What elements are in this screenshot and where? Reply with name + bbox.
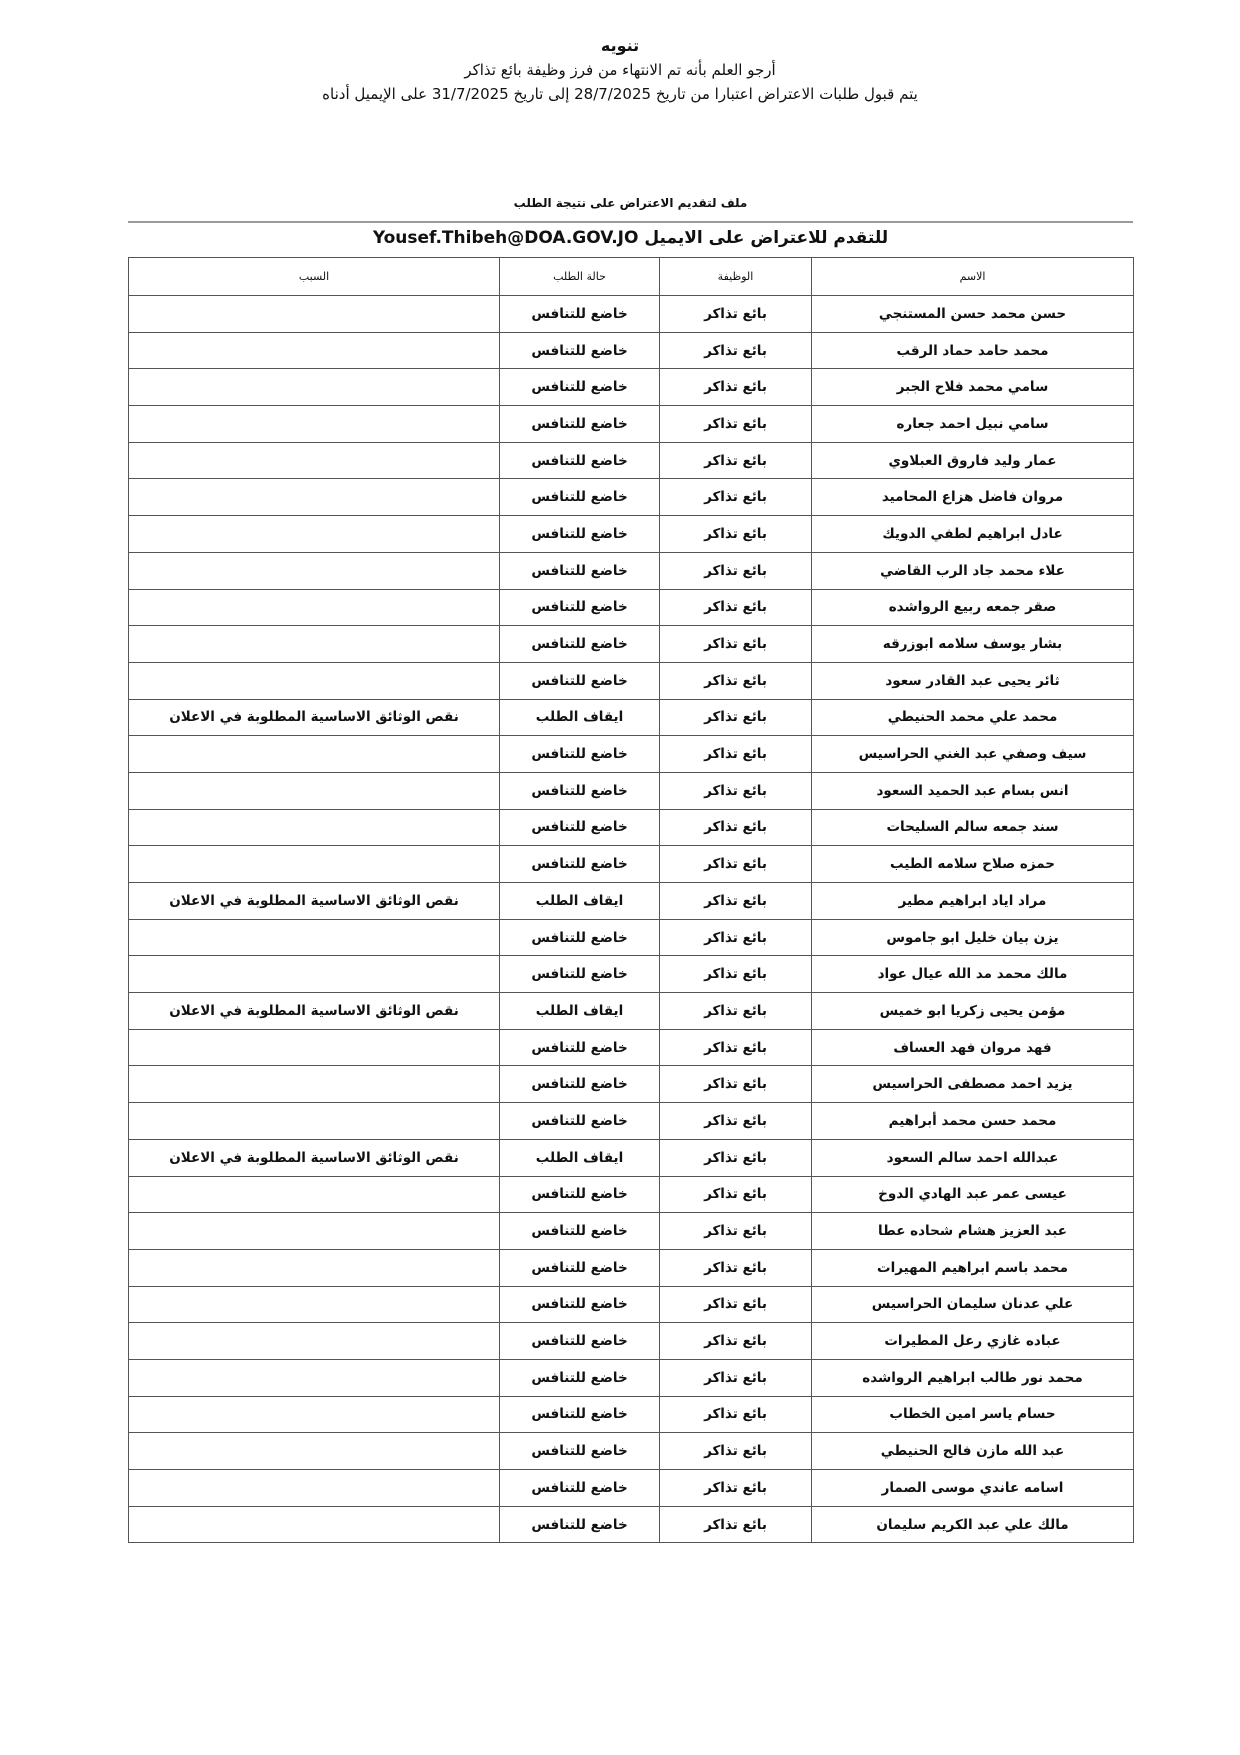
cell-job: بائع تذاكر <box>660 919 812 956</box>
table-header-row <box>129 258 1134 296</box>
cell-job: بائع تذاكر <box>660 552 812 589</box>
cell-reason <box>129 1249 500 1286</box>
cell-job: بائع تذاكر <box>660 1506 812 1543</box>
cell-reason: نقص الوثائق الاساسية المطلوبة في الاعلان <box>129 993 500 1030</box>
table-row <box>129 699 1134 736</box>
cell-reason: نقص الوثائق الاساسية المطلوبة في الاعلان <box>129 1139 500 1176</box>
cell-reason <box>129 772 500 809</box>
cell-reason <box>129 479 500 516</box>
cell-reason: نقص الوثائق الاساسية المطلوبة في الاعلان <box>129 699 500 736</box>
cell-status: خاضع للتنافس <box>500 1103 660 1140</box>
table-row <box>129 1286 1134 1323</box>
cell-status: خاضع للتنافس <box>500 1213 660 1250</box>
cell-name: انس بسام عبد الحميد السعود <box>812 772 1134 809</box>
cell-name: عبدالله احمد سالم السعود <box>812 1139 1134 1176</box>
header-status: حالة الطلب <box>500 258 660 296</box>
cell-status: خاضع للتنافس <box>500 406 660 443</box>
cell-reason <box>129 919 500 956</box>
table-row <box>129 846 1134 883</box>
table-row <box>129 662 1134 699</box>
cell-name: مروان فاضل هزاع المحاميد <box>812 479 1134 516</box>
cell-name: بشار يوسف سلامه ابوزرقه <box>812 626 1134 663</box>
cell-status: خاضع للتنافس <box>500 479 660 516</box>
notice-title: تنويه <box>600 36 640 55</box>
cell-status: خاضع للتنافس <box>500 662 660 699</box>
cell-reason <box>129 1066 500 1103</box>
cell-name: سامي محمد فلاح الجبر <box>812 369 1134 406</box>
cell-reason <box>129 516 500 553</box>
cell-name: علي عدنان سليمان الحراسيس <box>812 1286 1134 1323</box>
table-row <box>129 1433 1134 1470</box>
table-row <box>129 1396 1134 1433</box>
file-caption: ملف لتقديم الاعتراض على نتيجة الطلب <box>513 196 748 210</box>
cell-job: بائع تذاكر <box>660 1470 812 1507</box>
header-reason: السبب <box>129 258 500 296</box>
cell-status: خاضع للتنافس <box>500 772 660 809</box>
cell-job: بائع تذاكر <box>660 1323 812 1360</box>
cell-job: بائع تذاكر <box>660 1359 812 1396</box>
cell-status: خاضع للتنافس <box>500 1176 660 1213</box>
cell-reason <box>129 736 500 773</box>
cell-status: خاضع للتنافس <box>500 736 660 773</box>
cell-status: خاضع للتنافس <box>500 1396 660 1433</box>
cell-job: بائع تذاكر <box>660 479 812 516</box>
table-row <box>129 956 1134 993</box>
cell-status: خاضع للتنافس <box>500 589 660 626</box>
table-row <box>129 1139 1134 1176</box>
table-row <box>129 552 1134 589</box>
cell-job: بائع تذاكر <box>660 772 812 809</box>
header-name: الاسم <box>812 258 1134 296</box>
cell-reason <box>129 1359 500 1396</box>
cell-job: بائع تذاكر <box>660 1103 812 1140</box>
table-row <box>129 406 1134 443</box>
table-row <box>129 1470 1134 1507</box>
cell-reason <box>129 1433 500 1470</box>
cell-status: ايقاف الطلب <box>500 699 660 736</box>
table-row <box>129 589 1134 626</box>
cell-status: خاضع للتنافس <box>500 369 660 406</box>
cell-reason <box>129 1396 500 1433</box>
cell-reason <box>129 809 500 846</box>
table-row <box>129 1323 1134 1360</box>
cell-job: بائع تذاكر <box>660 699 812 736</box>
cell-status: خاضع للتنافس <box>500 332 660 369</box>
cell-status: خاضع للتنافس <box>500 1286 660 1323</box>
cell-status: خاضع للتنافس <box>500 1433 660 1470</box>
cell-name: عباده غازي رعل المطيرات <box>812 1323 1134 1360</box>
cell-name: مراد اياد ابراهيم مطير <box>812 883 1134 920</box>
table-row <box>129 1029 1134 1066</box>
cell-reason <box>129 1286 500 1323</box>
cell-job: بائع تذاكر <box>660 993 812 1030</box>
cell-name: محمد حسن محمد أبراهيم <box>812 1103 1134 1140</box>
cell-name: سيف وصفي عبد الغني الحراسيس <box>812 736 1134 773</box>
table-row <box>129 1506 1134 1543</box>
cell-job: بائع تذاكر <box>660 1176 812 1213</box>
cell-job: بائع تذاكر <box>660 589 812 626</box>
cell-reason <box>129 626 500 663</box>
cell-reason <box>129 369 500 406</box>
cell-reason <box>129 1176 500 1213</box>
table-row <box>129 1176 1134 1213</box>
cell-name: محمد نور طالب ابراهيم الرواشده <box>812 1359 1134 1396</box>
table-row <box>129 919 1134 956</box>
cell-status: خاضع للتنافس <box>500 956 660 993</box>
cell-status: خاضع للتنافس <box>500 442 660 479</box>
cell-reason <box>129 1323 500 1360</box>
cell-name: عادل ابراهيم لطفي الدويك <box>812 516 1134 553</box>
cell-reason <box>129 1213 500 1250</box>
cell-job: بائع تذاكر <box>660 1029 812 1066</box>
cell-name: يزيد احمد مصطفى الحراسيس <box>812 1066 1134 1103</box>
cell-job: بائع تذاكر <box>660 406 812 443</box>
cell-job: بائع تذاكر <box>660 1433 812 1470</box>
cell-status: خاضع للتنافس <box>500 1249 660 1286</box>
table-row <box>129 1213 1134 1250</box>
cell-name: سند جمعه سالم السليحات <box>812 809 1134 846</box>
cell-reason <box>129 296 500 333</box>
table-row <box>129 809 1134 846</box>
table-row <box>129 772 1134 809</box>
cell-reason <box>129 1506 500 1543</box>
cell-reason <box>129 1103 500 1140</box>
cell-job: بائع تذاكر <box>660 956 812 993</box>
cell-job: بائع تذاكر <box>660 369 812 406</box>
cell-reason <box>129 1470 500 1507</box>
cell-name: عمار وليد فاروق العبلاوي <box>812 442 1134 479</box>
cell-status: خاضع للتنافس <box>500 1506 660 1543</box>
table-row <box>129 736 1134 773</box>
cell-name: سامي نبيل احمد جعاره <box>812 406 1134 443</box>
cell-name: محمد باسم ابراهيم المهيرات <box>812 1249 1134 1286</box>
cell-reason <box>129 332 500 369</box>
cell-name: يزن بيان خليل ابو جاموس <box>812 919 1134 956</box>
cell-reason <box>129 406 500 443</box>
table-row <box>129 296 1134 333</box>
table-row <box>129 516 1134 553</box>
cell-name: حسام ياسر امين الخطاب <box>812 1396 1134 1433</box>
cell-reason <box>129 1029 500 1066</box>
cell-status: خاضع للتنافس <box>500 1359 660 1396</box>
cell-name: صقر جمعه ربيع الرواشده <box>812 589 1134 626</box>
cell-status: خاضع للتنافس <box>500 296 660 333</box>
cell-job: بائع تذاكر <box>660 332 812 369</box>
table-row <box>129 369 1134 406</box>
cell-name: مالك علي عبد الكريم سليمان <box>812 1506 1134 1543</box>
email-heading: للتقدم للاعتراض على الايميل Yousef.Thibeh@DOA.GOV.JO <box>372 228 889 248</box>
cell-job: بائع تذاكر <box>660 1066 812 1103</box>
table-row <box>129 332 1134 369</box>
cell-reason <box>129 552 500 589</box>
cell-job: بائع تذاكر <box>660 809 812 846</box>
table-row <box>129 1103 1134 1140</box>
cell-name: ثائر يحيى عبد القادر سعود <box>812 662 1134 699</box>
cell-name: عبد العزيز هشام شحاده عطا <box>812 1213 1134 1250</box>
table-row <box>129 1359 1134 1396</box>
cell-status: خاضع للتنافس <box>500 919 660 956</box>
cell-job: بائع تذاكر <box>660 516 812 553</box>
cell-reason <box>129 589 500 626</box>
cell-job: بائع تذاكر <box>660 626 812 663</box>
cell-job: بائع تذاكر <box>660 736 812 773</box>
cell-name: محمد حامد حماد الرقب <box>812 332 1134 369</box>
cell-reason <box>129 442 500 479</box>
cell-job: بائع تذاكر <box>660 846 812 883</box>
cell-job: بائع تذاكر <box>660 1139 812 1176</box>
cell-job: بائع تذاكر <box>660 1396 812 1433</box>
cell-reason <box>129 956 500 993</box>
cell-name: اسامه عاندي موسى الصمار <box>812 1470 1134 1507</box>
table-row <box>129 993 1134 1030</box>
cell-name: حمزه صلاح سلامه الطيب <box>812 846 1134 883</box>
table-row <box>129 479 1134 516</box>
table-row <box>129 626 1134 663</box>
cell-name: عيسى عمر عبد الهادي الدوخ <box>812 1176 1134 1213</box>
table-body <box>129 296 1134 1543</box>
cell-job: بائع تذاكر <box>660 1213 812 1250</box>
cell-reason <box>129 662 500 699</box>
cell-name: مالك محمد مد الله عيال عواد <box>812 956 1134 993</box>
divider <box>128 221 1133 223</box>
cell-status: خاضع للتنافس <box>500 809 660 846</box>
cell-status: ايقاف الطلب <box>500 993 660 1030</box>
cell-name: عبد الله مازن فالح الحنيطي <box>812 1433 1134 1470</box>
notice-block <box>0 34 1240 106</box>
cell-status: خاضع للتنافس <box>500 1470 660 1507</box>
cell-status: خاضع للتنافس <box>500 1066 660 1103</box>
cell-status: خاضع للتنافس <box>500 626 660 663</box>
cell-job: بائع تذاكر <box>660 296 812 333</box>
cell-status: خاضع للتنافس <box>500 552 660 589</box>
header-job: الوظيفة <box>660 258 812 296</box>
cell-status: خاضع للتنافس <box>500 1323 660 1360</box>
cell-job: بائع تذاكر <box>660 442 812 479</box>
notice-line-1: أرجو العلم بأنه تم الانتهاء من فرز وظيفة بائع تذاكر <box>464 61 776 79</box>
cell-status: ايقاف الطلب <box>500 883 660 920</box>
cell-name: حسن محمد حسن المستنجي <box>812 296 1134 333</box>
cell-status: خاضع للتنافس <box>500 1029 660 1066</box>
cell-job: بائع تذاكر <box>660 883 812 920</box>
results-table <box>128 257 1134 1543</box>
cell-name: مؤمن يحيى زكريا ابو خميس <box>812 993 1134 1030</box>
cell-job: بائع تذاكر <box>660 1286 812 1323</box>
cell-job: بائع تذاكر <box>660 662 812 699</box>
table-row <box>129 883 1134 920</box>
cell-reason: نقص الوثائق الاساسية المطلوبة في الاعلان <box>129 883 500 920</box>
cell-status: ايقاف الطلب <box>500 1139 660 1176</box>
table-row <box>129 1249 1134 1286</box>
cell-status: خاضع للتنافس <box>500 846 660 883</box>
cell-name: علاء محمد جاد الرب القاضي <box>812 552 1134 589</box>
table-row <box>129 1066 1134 1103</box>
table-row <box>129 442 1134 479</box>
cell-name: فهد مروان فهد العساف <box>812 1029 1134 1066</box>
notice-line-2: يتم قبول طلبات الاعتراض اعتبارا من تاريخ 28/7/2025 إلى تاريخ 31/7/2025 على الإيميل أدناه <box>322 85 918 103</box>
cell-reason <box>129 846 500 883</box>
cell-status: خاضع للتنافس <box>500 516 660 553</box>
cell-job: بائع تذاكر <box>660 1249 812 1286</box>
cell-name: محمد علي محمد الحنيطي <box>812 699 1134 736</box>
